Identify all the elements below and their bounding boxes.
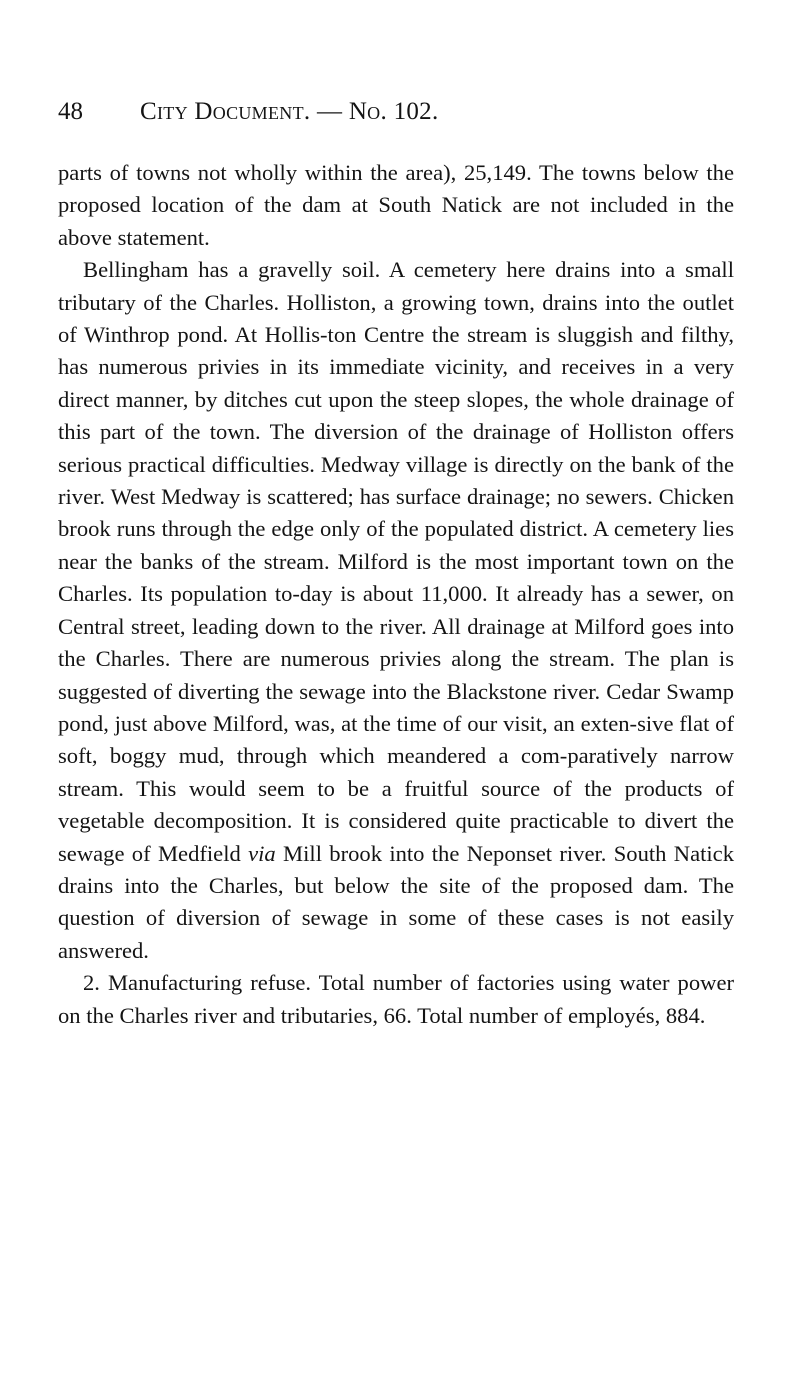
page-header [58, 92, 738, 132]
paragraph-drainage-text-1: Bellingham has a gravelly soil. A cemetery here drains into a small tributary of the Charles. Holliston, a growing town, drains into the outlet of Winthrop pond. At Hollis-ton Centre the stream is sluggish and filthy, has numerous privies in its immediate vicinity, and receives in a very direct manner, by ditches cut upon the steep slopes, the whole drainage of this part of the town. The diversion of the drainage of Holliston offers serious practical difficulties. Medway village is directly on the bank of the river. West Medway is scattered; has surface drainage; no sewers. Chicken brook runs through the edge only of the populated district. A cemetery lies near the banks of the stream. Milford is the most important town on the Charles. Its population to-day is about 11,000. It already has a sewer, on Central street, leading down to the river. All drainage at Milford goes into the Charles. There are numerous privies along the stream. The plan is suggested of diverting the sewage into the Blackstone river. Cedar Swamp pond, just above Milford, was, at the time of our visit, an exten-sive flat of soft, boggy mud, through which meandered a com-paratively narrow stream. This would seem to be a fruitful source of the products of vegetable decomposition. It is considered quite practicable to divert the sewage of Medfield [58, 257, 734, 866]
paragraph-manufacturing: 2. Manufacturing refuse. Total number of factories using water power on the Charles river and tributaries, 66. Total number of employés, 884. [58, 970, 734, 1028]
paragraph-drainage [58, 254, 734, 967]
paragraph-drainage-text-2: Mill brook into the Neponset river. South Natick drains into the Charles, but below the site of the proposed dam. The question of diversion of sewage in some of these cases is not easily answered. [58, 840, 735, 963]
italic-via: via [248, 840, 276, 866]
running-title: City Document. — No. 102. [140, 98, 439, 125]
page-number: 48 [58, 98, 83, 125]
paragraph-continuation: parts of towns not wholly within the area), 25,149. The towns below the proposed location of the dam at South Natick are not included in the above statement. [58, 160, 734, 250]
body-text [58, 157, 734, 1032]
